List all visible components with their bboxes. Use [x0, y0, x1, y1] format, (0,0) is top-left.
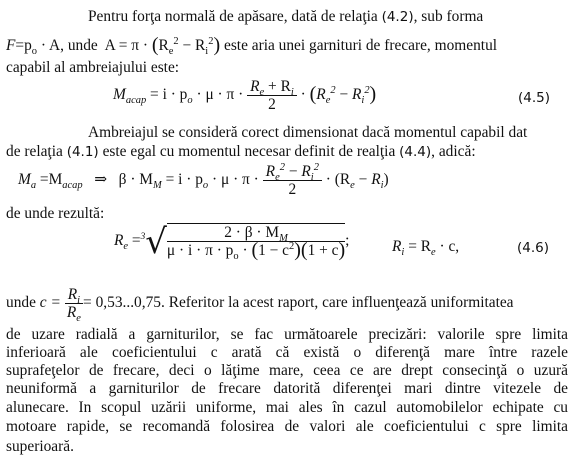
para4-line6: alunecare. In scopul uzării uniforme, mai ales în cazul automobilelor echipate cu [6, 399, 568, 416]
para1-line1: Pentru forţa normală de apăsare, dată de relaţia (4.2), sub forma [88, 8, 484, 25]
para2-line1: Ambreiajul se consideră corect dimensionat dacă momentul capabil dat [88, 124, 528, 141]
equation-4-5: $M_{acap} = i \cdot p_o \cdot \mu \cdot \pi$ · $\frac{R_e + R_i}{2}$ · $(R_e^2 - R_i^2)$ [113, 78, 377, 113]
equation-ma: $M_a =M_{acap}$ ⇒ $\beta \cdot M_M = i \cdot p_o \cdot \mu \cdot \pi$ · $\frac{R_e^2 - R_i^2}{2}$ · $(R_e - R_i)$ [18, 161, 389, 198]
para4-line2: de uzare radială a garniturilor, se fac următoarele precizări: valorile spre limita [6, 326, 568, 343]
equation-number-4-6: (4.6) [517, 240, 550, 256]
ref-4-2: (4.2) [381, 9, 414, 25]
equation-ri: $R_i = R_e \cdot c$, [392, 238, 460, 259]
fraction-cube-root: $\frac{2 \cdot \beta \cdot M_M}{\mu \cdot i \cdot \pi \cdot p_o \cdot (1 - c^2)(1 + c)}$ [166, 224, 346, 263]
fraction-re2-minus-ri2: $\frac{R_e^2 - R_i^2}{2}$ [263, 163, 322, 198]
ref-4-1: (4.1) [66, 144, 99, 160]
para4-line8: superioară. [6, 438, 74, 455]
fraction-re-plus-ri: $\frac{R_e + R_i}{2}$ [247, 78, 297, 113]
para4-line3: inferioară ale coeficientului c arată că există o diferenţă mare între razele [6, 344, 568, 361]
para2-line2: de relaţia (4.1) este egal cu momentul necesar definit de realţia (4.4), adică: [6, 143, 476, 160]
para3-line1: de unde rezultă: [6, 205, 105, 222]
equation-number-4-5: (4.5) [518, 90, 551, 106]
ref-4-4: (4.4) [399, 144, 432, 160]
equation-4-6: $R_e =^3√$ $\frac{2 \cdot \beta \cdot M_M}{\mu \cdot i \cdot \pi \cdot p_o \cdot (1 - c^2)(1 + c)}$ ; [114, 222, 350, 263]
para4-line5: neuniformă a garniturilor de frecare datorită diferenţei mari dintre vitezele de [6, 380, 568, 397]
fraction-ri-over-re: $\frac{R_i}{R_e}$ [65, 286, 83, 321]
para4-line1: unde c = $\frac{R_i}{R_e}$ = 0,53...0,75. Referitor la acest raport, care influenţează uniformitatea [6, 285, 514, 325]
para4-line4: suprafeţelor de frecare, deci o lăţime mare, ceea ce are drept consecinţă o uzură [6, 362, 568, 379]
para4-line7: motoare rapide, se recomandă folosirea de valori ale coeficientului c spre limita [6, 418, 568, 435]
para1-line2: $F=p_o \cdot A$, unde $A = \pi \cdot (R_e^2 - R_i^2)$ este aria unei garnituri de frecare, momentul [6, 34, 498, 58]
para1-line3: capabil al ambreiajului este: [6, 59, 180, 76]
